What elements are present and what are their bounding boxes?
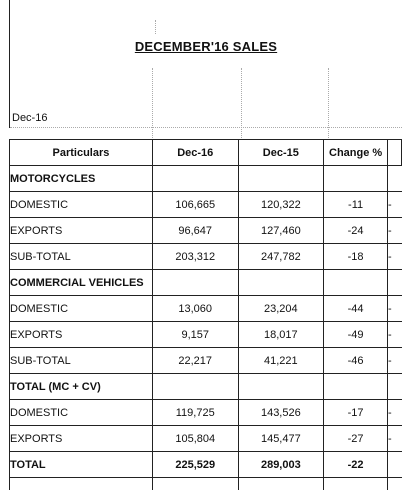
cell-dec16: 105,804 <box>152 426 238 452</box>
page-title: DECEMBER'16 SALES <box>0 39 402 54</box>
cell-dec15: 289,003 <box>238 452 324 478</box>
cut-off-mark: - <box>388 400 402 426</box>
cell-dec15: 247,782 <box>238 244 324 270</box>
table-row <box>10 322 402 348</box>
cut-off-mark: - <box>388 322 402 348</box>
cell-dec16: 13,060 <box>152 296 238 322</box>
cell-change: -17 <box>324 400 388 426</box>
row-label: EXPORTS <box>10 218 153 244</box>
cell-change: -22 <box>324 452 388 478</box>
cell-change: -24 <box>324 218 388 244</box>
row-label: DOMESTIC <box>10 296 153 322</box>
cell-dec16: 225,529 <box>152 452 238 478</box>
row-label: DOMESTIC <box>10 192 153 218</box>
row-label: SUB-TOTAL <box>10 348 153 374</box>
column-header-particulars: Particulars <box>10 140 153 166</box>
cell-dec15: 120,322 <box>238 192 324 218</box>
table-row <box>10 218 402 244</box>
cut-off-mark: - <box>388 348 402 374</box>
row-label: SUB-TOTAL <box>10 244 153 270</box>
period-label: Dec-16 <box>12 112 47 124</box>
row-label: EXPORTS <box>10 322 153 348</box>
cell-change: -46 <box>324 348 388 374</box>
grid-line <box>155 20 156 34</box>
column-header-change: Change % <box>324 140 388 166</box>
section-row <box>10 374 402 400</box>
table-row <box>10 192 402 218</box>
cell-dec16: 119,725 <box>152 400 238 426</box>
table-row <box>10 348 402 374</box>
cut-off-mark: - <box>388 192 402 218</box>
cell-change: -18 <box>324 244 388 270</box>
section-heading: MOTORCYCLES <box>10 166 153 192</box>
table-row <box>10 400 402 426</box>
row-label: DOMESTIC <box>10 400 153 426</box>
column-header-dec15: Dec-15 <box>238 140 324 166</box>
cell-dec15: 18,017 <box>238 322 324 348</box>
cell-dec15: 41,221 <box>238 348 324 374</box>
cell-dec16: 22,217 <box>152 348 238 374</box>
cut-off-cell <box>388 452 402 478</box>
trailing-row <box>10 478 402 490</box>
section-heading: TOTAL (MC + CV) <box>10 374 153 400</box>
total-row <box>10 452 402 478</box>
table-row <box>10 426 402 452</box>
table-header-row <box>10 140 402 166</box>
section-heading: COMMERCIAL VEHICLES <box>10 270 153 296</box>
cut-off-mark: - <box>388 244 402 270</box>
cut-off-mark: - <box>388 426 402 452</box>
cell-change: -44 <box>324 296 388 322</box>
cut-off-cell <box>388 140 402 166</box>
sheet-left-border <box>9 0 10 128</box>
cell-dec15: 145,477 <box>238 426 324 452</box>
cell-dec15: 23,204 <box>238 296 324 322</box>
cell-dec16: 106,665 <box>152 192 238 218</box>
cell-dec15: 143,526 <box>238 400 324 426</box>
column-header-dec16: Dec-16 <box>152 140 238 166</box>
table-row <box>10 296 402 322</box>
sales-table <box>9 139 402 490</box>
cut-off-mark: - <box>388 296 402 322</box>
cell-dec16: 203,312 <box>152 244 238 270</box>
cell-change: -27 <box>324 426 388 452</box>
cell-change: -11 <box>324 192 388 218</box>
cell-dec15: 127,460 <box>238 218 324 244</box>
grid-line <box>10 127 402 128</box>
cell-dec16: 96,647 <box>152 218 238 244</box>
section-row <box>10 270 402 296</box>
cell-dec16: 9,157 <box>152 322 238 348</box>
table-row <box>10 244 402 270</box>
row-label: TOTAL <box>10 452 153 478</box>
cut-off-mark: - <box>388 218 402 244</box>
section-row <box>10 166 402 192</box>
cell-change: -49 <box>324 322 388 348</box>
row-label: EXPORTS <box>10 426 153 452</box>
